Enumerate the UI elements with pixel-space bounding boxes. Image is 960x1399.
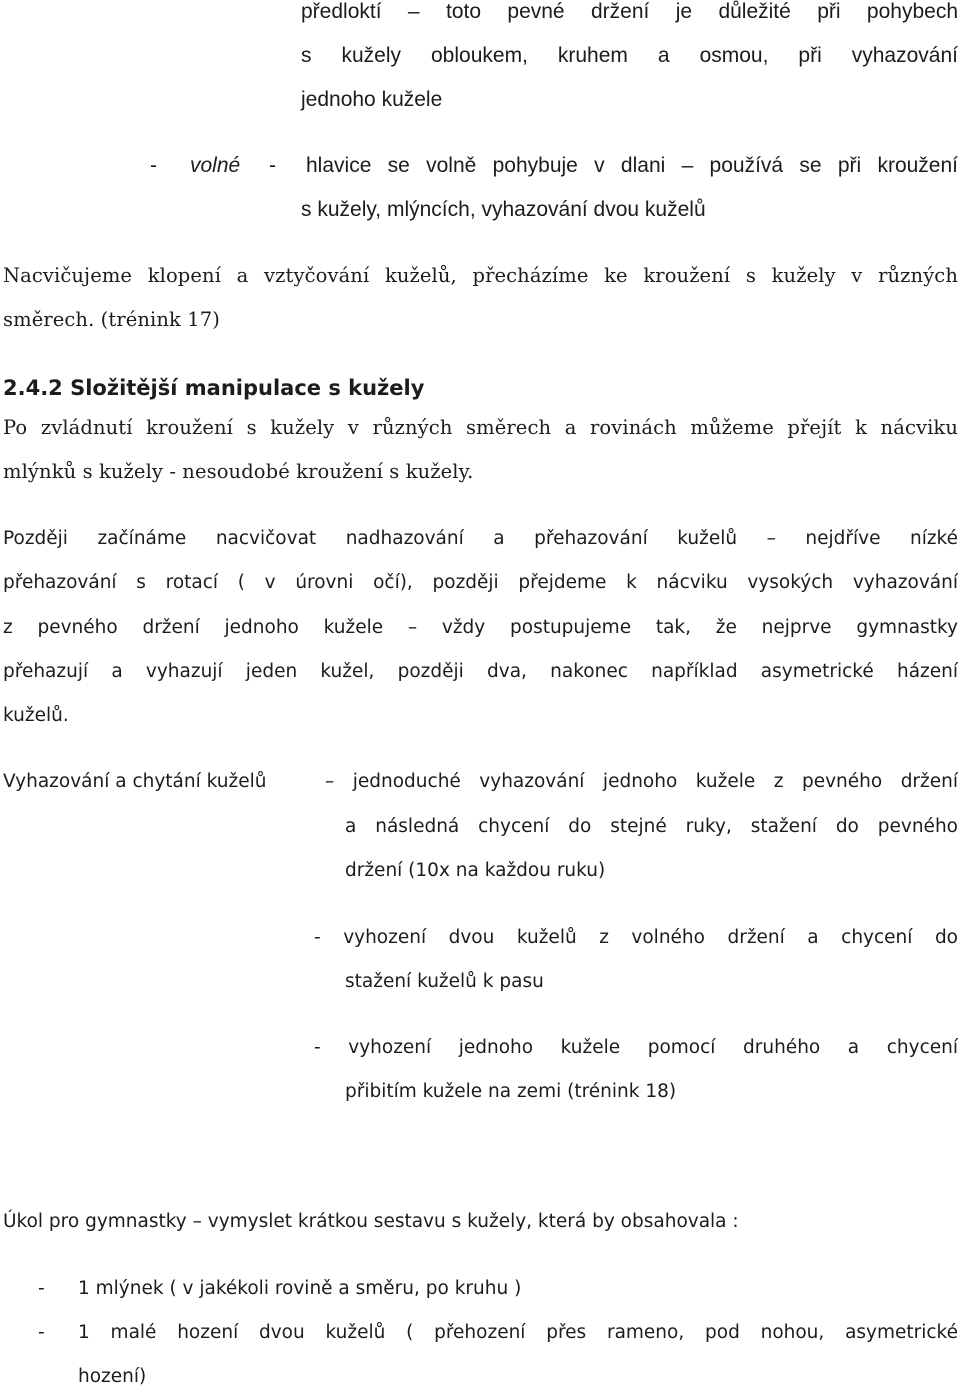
top-paragraph-line-2: s kužely obloukem, kruhem a osmou, při vyhazování [301, 44, 958, 67]
throwing-line-1: – jednoduché vyhazování jednoho kužele z pevného držení [325, 771, 958, 792]
later-line-5: kuželů. [3, 705, 69, 726]
task-item-2-continuation: hození) [78, 1366, 147, 1387]
section-heading: 2.4.2 Složitější manipulace s kužely [3, 376, 425, 400]
throwing-row [0, 760, 960, 804]
task-item-2 [0, 1311, 960, 1355]
practice-line-2: směrech. (trénink 17) [3, 308, 220, 331]
free-grip-line-1: hlavice se volně pohybuje v dlani – používá se při kroužení [306, 154, 958, 177]
task-item-1-dash: - [38, 1278, 45, 1299]
section-intro-line-2: mlýnků s kužely - nesoudobé kroužení s kužely. [3, 460, 474, 483]
throwing-label: Vyhazování a chytání kuželů [3, 771, 267, 792]
task-item-1 [0, 1267, 960, 1311]
throwing-line-2: a následná chycení do stejné ruky, stažení do pevného [345, 816, 958, 837]
task-title: Úkol pro gymnastky – vymyslet krátkou sestavu s kužely, která by obsahovala : [3, 1211, 739, 1232]
free-grip-dash: - [150, 154, 157, 177]
later-line-2: přehazování s rotací ( v úrovni očí), později přejdeme k nácviku vysokých vyhazování [3, 572, 958, 593]
free-grip-dash-2: - [269, 154, 276, 177]
free-grip-row [0, 144, 960, 188]
free-grip-line-2: s kužely, mlýncích, vyhazování dvou kuželů [301, 198, 706, 221]
practice-line-1: Nacvičujeme klopení a vztyčování kuželů, přecházíme ke kroužení s kužely v různých [3, 264, 958, 287]
top-paragraph-line-3: jednoho kužele [301, 88, 443, 111]
free-grip-term: volné [190, 154, 241, 177]
later-line-4: přehazují a vyhazují jeden kužel, později dva, nakonec například asymetrické házení [3, 661, 958, 682]
later-line-3: z pevného držení jednoho kužele – vždy postupujeme tak, že nejprve gymnastky [3, 617, 958, 638]
task-item-2-text: 1 malé hození dvou kuželů ( přehození přes rameno, pod nohou, asymetrické [78, 1322, 958, 1343]
throwing-item-2-line-2: přibitím kužele na zemi (trénink 18) [345, 1081, 677, 1102]
section-intro-line-1: Po zvládnutí kroužení s kužely v různých směrech a rovinách můžeme přejít k nácviku [3, 416, 958, 439]
task-item-2-dash: - [38, 1322, 45, 1343]
throwing-item-1-line-1: - vyhození dvou kuželů z volného držení a chycení do [314, 927, 958, 948]
top-paragraph-line-1: předloktí – toto pevné držení je důležité při pohybech [301, 0, 958, 23]
task-item-1-text: 1 mlýnek ( v jakékoli rovině a směru, po kruhu ) [78, 1278, 522, 1299]
throwing-item-1-line-2: stažení kuželů k pasu [345, 971, 544, 992]
throwing-line-3: držení (10x na každou ruku) [345, 860, 606, 881]
throwing-item-2-line-1: - vyhození jednoho kužele pomocí druhého a chycení [314, 1037, 958, 1058]
later-line-1: Později začínáme nacvičovat nadhazování a přehazování kuželů – nejdříve nízké [3, 528, 958, 549]
